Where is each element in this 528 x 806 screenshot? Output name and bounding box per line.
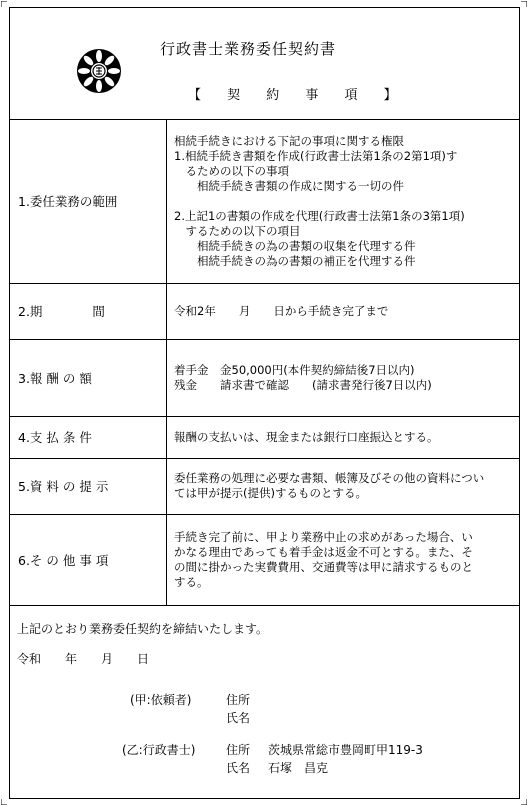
agent-name-label: 氏名 — [226, 761, 251, 775]
table-row — [10, 119, 519, 284]
row-content-cell — [174, 119, 514, 283]
row-label-cell — [10, 119, 167, 283]
agent-name: 石塚 昌克 — [268, 761, 329, 775]
content-line: 相続手続きにおける下記の事項に関する権限 — [174, 133, 404, 148]
client-address-label: 住所 — [226, 693, 251, 707]
content-line: の間に掛かった実費費用、交通費等は甲に請求するものと — [174, 559, 473, 574]
content-line: 相続手続き書類の作成に関する一切の件 — [174, 178, 404, 193]
content-line: 委任業務の処理に必要な書類、帳簿及びその他の資料につい — [174, 471, 485, 485]
content-line: するための以下の項目 — [174, 223, 301, 238]
table-row — [10, 458, 519, 515]
row-label: 4.支 払 条 件 — [18, 430, 92, 445]
agent-address-label: 住所 — [226, 743, 251, 757]
content-line: るための以下の事項 — [174, 163, 289, 178]
content-line: 手続き完了前に、甲より業務中止の求めがあった場合、い — [174, 529, 473, 544]
row-label-cell — [10, 339, 167, 416]
content-line: 着手金 金50,000円(本件契約締結後7日以内) — [174, 362, 415, 377]
emblem-icon — [76, 48, 122, 94]
corner-mark-icon — [521, 1, 527, 7]
corner-mark-icon — [521, 799, 527, 805]
client-name-label: 氏名 — [226, 711, 251, 725]
row-content-cell — [174, 458, 514, 514]
row-label: 2.期 間 — [18, 304, 105, 319]
content-line: 報酬の支払いは、現金または銀行口座振込とする。 — [174, 429, 439, 444]
table-row — [10, 514, 519, 606]
signing-date: 令和 年 月 日 — [17, 652, 150, 666]
corner-mark-icon — [1, 1, 7, 7]
row-content-cell — [174, 283, 514, 339]
content-line — [174, 194, 514, 209]
agent-label: (乙:行政書士) — [122, 743, 196, 757]
corner-mark-icon — [1, 799, 7, 805]
row-label-cell — [10, 283, 167, 339]
row-label-cell — [10, 458, 167, 514]
document-header — [10, 8, 519, 120]
table-row — [10, 283, 519, 340]
row-label: 5.資 料 の 提 示 — [18, 479, 109, 494]
row-label-cell — [10, 514, 167, 605]
row-content-cell — [174, 416, 514, 458]
content-line: 2.上記1の書類の作成を代理(行政書士法第1条の3第1項) — [174, 208, 465, 223]
signature-section — [10, 605, 519, 800]
content-line: 相続手続きの為の書類の収集を代理する件 — [174, 238, 416, 253]
content-line: ては甲が提示(提供)するものとする。 — [174, 486, 367, 500]
row-label: 1.委任業務の範囲 — [18, 194, 118, 209]
row-content-cell — [174, 339, 514, 416]
row-label: 6.そ の 他 事 項 — [18, 552, 109, 568]
table-row — [10, 416, 519, 459]
content-line: 令和2年 月 日から手続き完了まで — [174, 303, 389, 318]
row-label: 3.報 酬 の 額 — [18, 370, 92, 386]
content-line: 残金 請求書で確認 (請求書発行後7日以内) — [174, 377, 432, 392]
table-row — [10, 339, 519, 417]
content-line: する。 — [174, 574, 209, 589]
content-line: 相続手続きの為の書類の補正を代理する件 — [174, 253, 416, 268]
document-title: 行政書士業務委任契約書 — [160, 40, 337, 58]
agent-address: 茨城県常総市豊岡町甲119-3 — [268, 743, 423, 757]
content-line: 1.相続手続き書類を作成(行政書士法第1条の2第1項)す — [174, 148, 458, 163]
document-subtitle: 【 契 約 事 項 】 — [188, 88, 408, 103]
content-line: かなる理由であっても着手金は返金不可とする。また、そ — [174, 544, 473, 559]
agreement-statement: 上記のとおり業務委任契約を締結いたします。 — [17, 622, 269, 636]
contract-frame — [9, 7, 520, 799]
client-label: (甲:依頼者) — [130, 693, 192, 707]
row-content-cell — [174, 514, 514, 605]
row-label-cell — [10, 416, 167, 458]
